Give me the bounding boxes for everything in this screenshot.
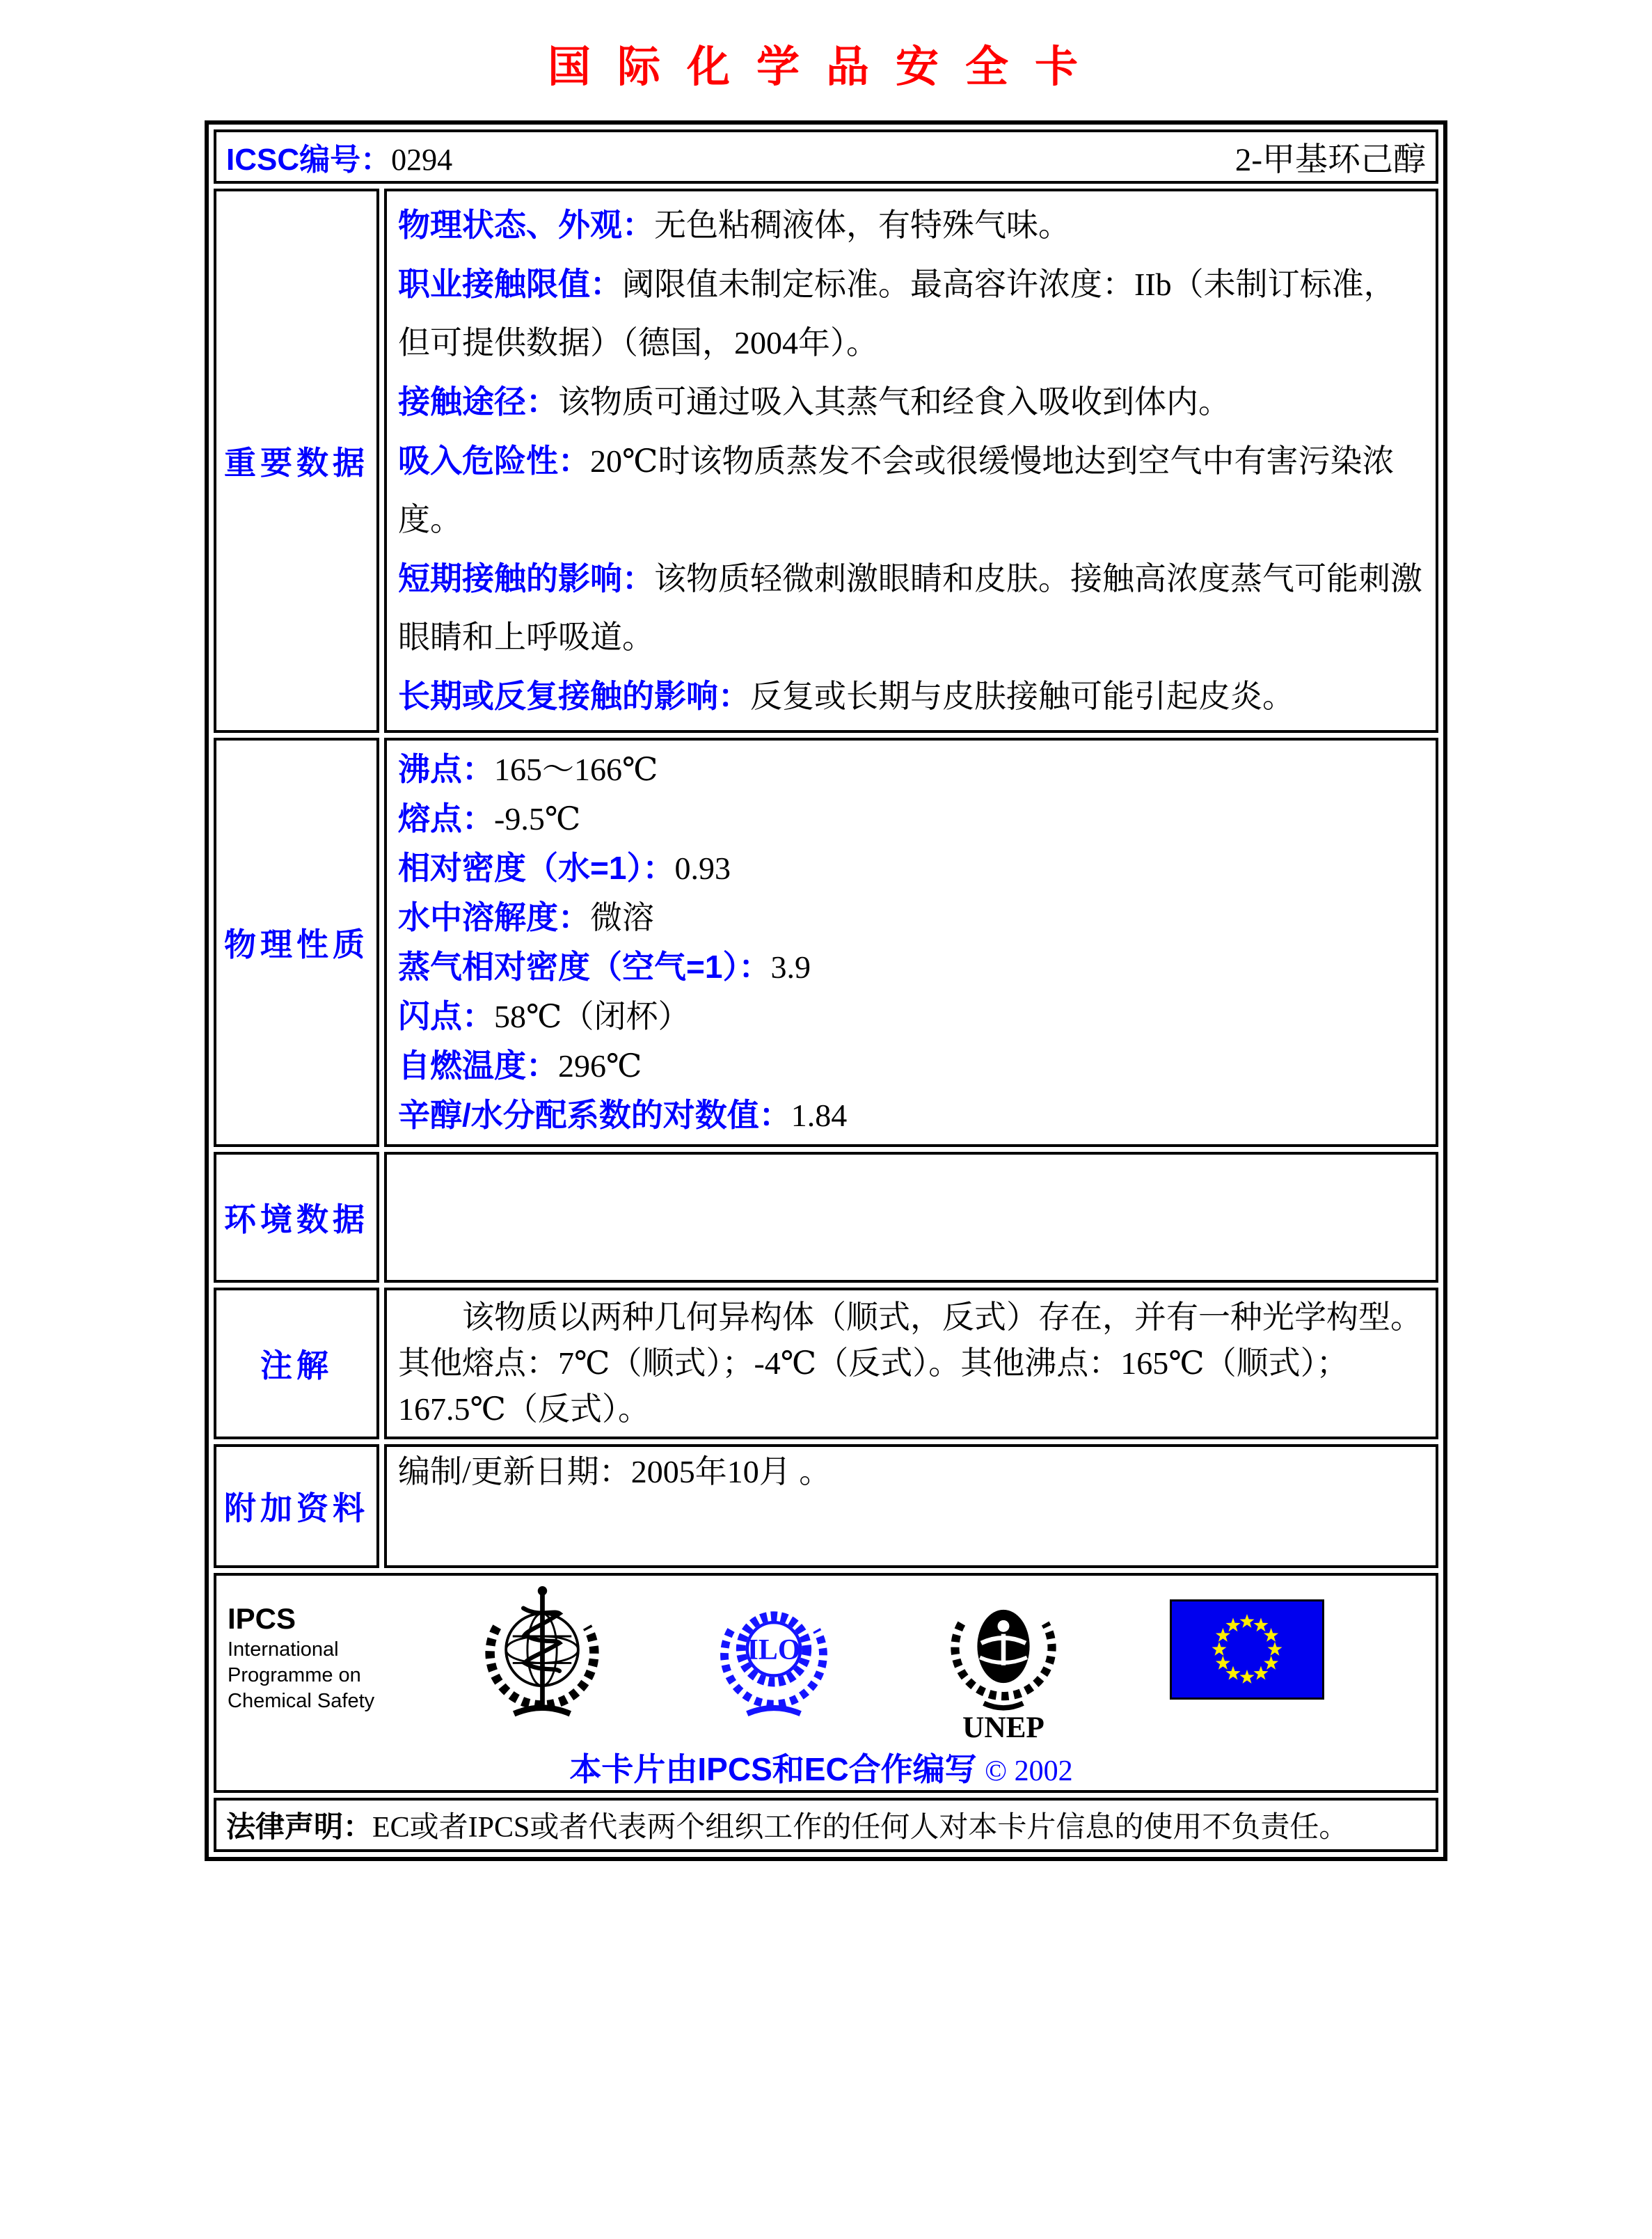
field-value: 296℃ — [558, 1048, 642, 1084]
field-value: 反复或长期与皮肤接触可能引起皮炎。 — [750, 679, 1294, 714]
field-label: 沸点： — [398, 751, 494, 787]
field-label: 吸入危险性： — [398, 443, 590, 479]
field-label: 自燃温度： — [398, 1047, 558, 1084]
field-value: 无色粘稠液体，有特殊气味。 — [654, 207, 1070, 243]
field-flash-point — [398, 992, 1424, 1041]
field-value: 3.9 — [770, 949, 811, 985]
ilo-emblem-icon — [710, 1587, 837, 1723]
field-label: 物理状态、外观： — [398, 207, 654, 243]
field-value: -9.5℃ — [494, 801, 581, 837]
logos-row — [214, 1573, 1438, 1793]
svg-text:UNEP: UNEP — [962, 1711, 1045, 1741]
section-label-notes: 注解 — [214, 1288, 379, 1439]
section-label-physical-properties: 物理性质 — [214, 738, 379, 1147]
notes-content — [384, 1288, 1438, 1439]
field-exposure-routes — [398, 372, 1424, 432]
section-label-environmental-data: 环境数据 — [214, 1152, 379, 1283]
notes-row — [214, 1288, 1438, 1439]
field-vapor-density — [398, 942, 1424, 992]
field-short-term-effects — [398, 549, 1424, 667]
field-label: 熔点： — [398, 800, 494, 837]
physical-properties-row — [214, 738, 1438, 1147]
field-melting-point — [398, 794, 1424, 844]
field-value: 该物质轻微刺激眼睛和皮肤。接触高浓度蒸气可能刺激眼睛和上呼吸道。 — [398, 561, 1422, 655]
logos-cell — [214, 1573, 1438, 1793]
field-label: 闪点： — [398, 998, 494, 1034]
ipcs-block — [228, 1601, 374, 1714]
section-label-important-data: 重要数据 — [214, 189, 379, 733]
field-label: 职业接触限值： — [398, 266, 622, 302]
field-value: 该物质可通过吸入其蒸气和经食入吸收到体内。 — [558, 384, 1230, 420]
additional-info-row — [214, 1444, 1438, 1568]
ipcs-line3: Chemical Safety — [228, 1690, 375, 1712]
field-label: 长期或反复接触的影响： — [398, 678, 750, 714]
credit-line — [228, 1744, 1415, 1790]
section-label-additional-info: 附加资料 — [214, 1444, 379, 1568]
field-inhalation-risk — [398, 432, 1424, 549]
icsc-card-table — [205, 120, 1447, 1861]
legal-cell — [214, 1798, 1438, 1852]
icsc-number-value: 0294 — [391, 143, 453, 177]
field-label: 水中溶解度： — [398, 899, 590, 935]
ipcs-line1: International — [228, 1638, 339, 1661]
important-data-content — [384, 189, 1438, 733]
chemical-name: 2-甲基环己醇 — [1234, 141, 1426, 178]
field-boiling-point — [398, 745, 1424, 794]
field-relative-density — [398, 844, 1424, 893]
field-water-solubility — [398, 893, 1424, 942]
who-emblem-icon — [475, 1583, 609, 1723]
field-octanol-water-partition — [398, 1091, 1424, 1140]
additional-info-content — [384, 1444, 1438, 1568]
field-value: 1.84 — [791, 1098, 848, 1133]
physical-properties-content — [384, 738, 1438, 1147]
field-label: 短期接触的影响： — [398, 560, 654, 596]
field-value: 20℃时该物质蒸发不会或很缓慢地达到空气中有害污染浓度。 — [398, 443, 1395, 537]
icsc-number-label: ICSC编号： — [226, 143, 392, 177]
field-long-term-effects — [398, 667, 1424, 726]
ipcs-line2: Programme on — [228, 1664, 361, 1686]
copyright-text: © 2002 — [985, 1755, 1073, 1787]
unep-emblem-icon — [938, 1584, 1069, 1741]
field-value: 微溶 — [590, 900, 654, 935]
logo-strip — [228, 1583, 1415, 1741]
field-value: 0.93 — [674, 850, 731, 886]
card-header-row — [214, 129, 1438, 184]
environmental-data-content — [384, 1152, 1438, 1283]
field-autoignition-temp — [398, 1041, 1424, 1091]
field-update-date — [398, 1451, 1424, 1493]
field-physical-state — [398, 196, 1424, 255]
card-header-cell — [214, 129, 1438, 184]
field-value: 2005年10月 。 — [630, 1454, 832, 1489]
field-label: 接触途径： — [398, 383, 558, 420]
legal-statement — [226, 1804, 1426, 1846]
legal-label: 法律声明： — [226, 1810, 373, 1843]
ipcs-acronym: IPCS — [228, 1602, 296, 1635]
card-header — [226, 134, 1426, 180]
legal-row — [214, 1798, 1438, 1852]
eu-flag-icon — [1170, 1599, 1324, 1700]
field-occupational-limits — [398, 255, 1424, 372]
field-value: 阈限值未制定标准。最高容许浓度：IIb（未制订标准，但可提供数据）（德国，2004年）。 — [398, 267, 1396, 361]
legal-text: EC或者IPCS或者代表两个组织工作的任何人对本卡片信息的使用不负责任。 — [372, 1812, 1349, 1844]
icsc-number — [226, 134, 452, 179]
field-value: 165～166℃ — [494, 752, 658, 787]
field-label: 蒸气相对密度（空气=1）： — [398, 949, 771, 985]
field-label: 辛醇/水分配系数的对数值： — [398, 1097, 791, 1133]
field-value: 58℃（闭杯） — [494, 999, 690, 1034]
important-data-row — [214, 189, 1438, 733]
svg-text:ILO: ILO — [747, 1633, 800, 1666]
credit-text: 本卡片由IPCS和EC合作编写 — [569, 1751, 977, 1787]
field-label: 编制/更新日期： — [398, 1454, 631, 1489]
page-title: 国际化学品安全卡 — [547, 44, 1104, 91]
notes-paragraph: 该物质以两种几何异构体（顺式，反式）存在，并有一种光学构型。其他熔点：7℃（顺式）；-4℃（反式）。其他沸点：165℃（顺式）；167.5℃（反式）。 — [398, 1299, 1422, 1427]
field-label: 相对密度（水=1）： — [398, 850, 675, 886]
environmental-data-row — [214, 1152, 1438, 1283]
